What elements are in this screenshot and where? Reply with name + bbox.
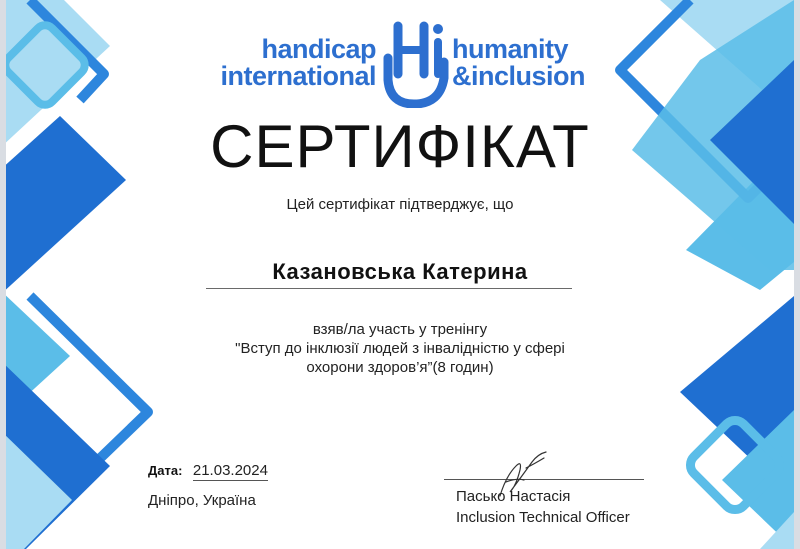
date-value: 21.03.2024	[192, 462, 268, 479]
logo-word-inclusion: &inclusion	[452, 61, 586, 91]
recipient-name: Казановська Катерина	[272, 259, 528, 284]
confirmation-text: Цей сертифікат підтверджує, що	[286, 196, 514, 213]
certificate-title: СЕРТИФІКАТ	[210, 113, 590, 180]
signer-block	[456, 486, 630, 528]
city-text: Дніпро, Україна	[148, 492, 256, 509]
date-label: Дата:	[148, 463, 183, 478]
logo-word-humanity: humanity	[452, 34, 569, 64]
date-row	[148, 462, 268, 486]
signer-title: Inclusion Technical Officer	[456, 509, 630, 526]
hand-logo-icon	[378, 18, 450, 108]
course-description	[0, 320, 800, 377]
signer-name: Пасько Настасія	[456, 488, 571, 505]
logo-left-text	[220, 36, 376, 90]
recipient-underline	[206, 288, 572, 289]
logo-word-handicap: handicap	[261, 34, 376, 64]
course-line-3: охорони здоров’я”(8 годин)	[306, 359, 494, 376]
course-line-2: "Вступ до інклюзії людей з інвалідністю у сфері	[235, 340, 565, 357]
logo-right-text	[452, 36, 585, 90]
logo-word-international: international	[220, 61, 376, 91]
course-line-1: взяв/ла участь у тренінгу	[312, 321, 488, 338]
organization-logo	[0, 18, 800, 108]
